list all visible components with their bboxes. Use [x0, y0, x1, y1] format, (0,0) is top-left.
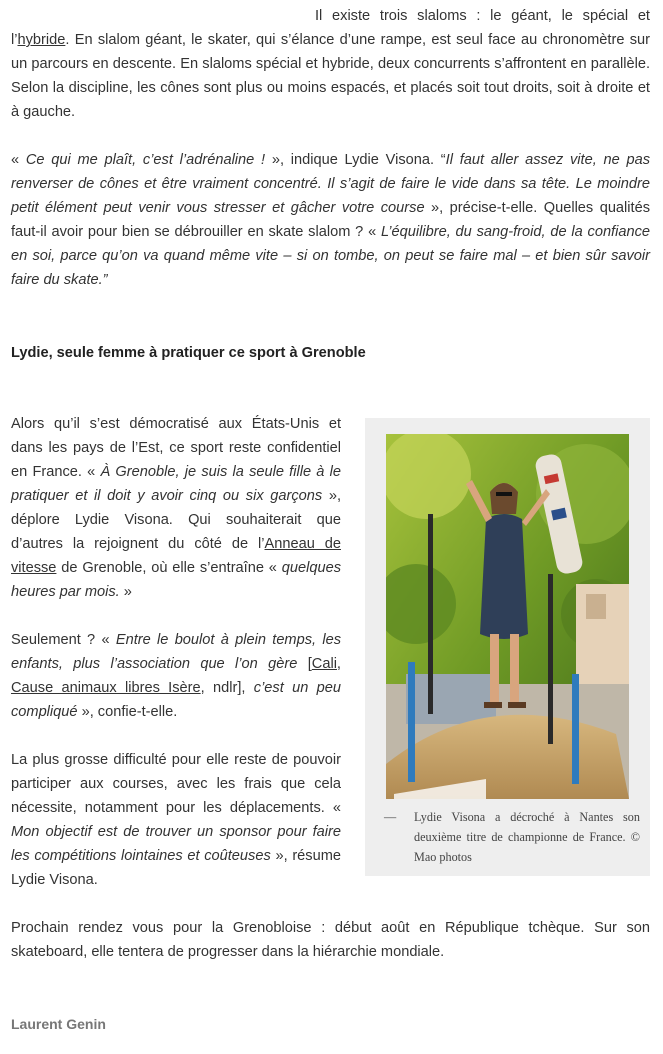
- text: Alors qu’il s’est démocratisé aux États-Unis et dans les pays de l’Est, ce sport reste confidentiel en France. «: [11, 416, 341, 480]
- text: Il existe trois slaloms : le géant, le spécial et l’: [11, 8, 650, 48]
- text: », indique Lydie Visona. “: [265, 152, 446, 168]
- paragraph-difficulty: [11, 748, 341, 892]
- paragraph-seulement: [11, 628, 341, 724]
- quote: c’est un peu compliqué: [11, 680, 341, 720]
- section-heading: Lydie, seule femme à pratiquer ce sport à Grenoble: [11, 345, 366, 361]
- text: Seulement ? «: [11, 632, 116, 648]
- text: La plus grosse difficulté pour elle reste de pouvoir participer aux courses, avec les frais que cela nécessite, notamment pour les déplacements. «: [11, 752, 341, 816]
- text: «: [11, 152, 26, 168]
- quote: Il faut aller assez vite, ne pas renverser de cônes et être vraiment concentré. Il s’agit de faire le vide dans sa tête. Le moindre petit élément peut venir vous stresser et gâcher votre course: [11, 152, 651, 216]
- caption-dash: —: [384, 810, 397, 824]
- paragraph-next-race: Prochain rendez vous pour la Grenobloise : début août en République tchèque. Sur son skateboard, elle tentera de progresser dans la hiérarchie mondiale.: [11, 920, 650, 960]
- paragraph-quote-adrenaline: [11, 148, 650, 292]
- quote: À Grenoble, je suis la seule fille à le pratiquer et il doit y avoir cinq ou six garçons: [11, 464, 341, 504]
- quote: L’équilibre, du sang-froid, de la confiance en soi, parce qu’on va quand même vite – si on tombe, on peut se faire mal – et bien sûr savoir faire du skate.”: [11, 224, 651, 288]
- photo-illustration: [386, 434, 629, 799]
- link-hybride[interactable]: hybride: [17, 32, 66, 48]
- text: », confie-t-elle.: [77, 704, 178, 720]
- photo-figure: [365, 418, 650, 876]
- text: , ndlr],: [200, 680, 254, 696]
- paragraph-slalom-types: [11, 4, 650, 124]
- text: »: [119, 584, 132, 600]
- author-name: Laurent Genin: [11, 1016, 106, 1032]
- text: », déplore Lydie Visona. Qui souhaiterait que d’autres la rejoignent du côté de l’: [11, 488, 341, 552]
- text: », résume Lydie Visona.: [11, 848, 341, 888]
- text: », précise-t-elle. Quelles qualités faut-il avoir pour bien se débrouiller en skate slalom ? «: [11, 200, 650, 240]
- quote: Entre le boulot à plein temps, les enfants, plus l’association que l’on gère: [11, 632, 342, 672]
- link-cali[interactable]: Cali, Cause animaux libres Isère: [11, 656, 341, 696]
- quote: Mon objectif est de trouver un sponsor pour faire les compétitions lointaines et coûteuses: [11, 824, 341, 864]
- text: . En slalom géant, le skater, qui s’élance d’une rampe, est seul face au chronomètre sur un parcours en descente. En slaloms spécial et hybride, deux concurrents s’affrontent en parallèle. Selon la discipline, les cônes sont plus ou moins espacés, et placés soit tout droits, soit à droite et à gauche.: [11, 32, 650, 120]
- photo-caption: Lydie Visona a décroché à Nantes son deuxième titre de championne de France. © Mao photos: [414, 810, 640, 864]
- quote: quelques heures par mois.: [11, 560, 341, 600]
- quote: Ce qui me plaît, c’est l’adrénaline !: [25, 152, 266, 168]
- text: [: [297, 656, 312, 672]
- paragraph-confidential: [11, 412, 341, 604]
- text: de Grenoble, où elle s’entraîne «: [56, 560, 282, 576]
- photo-lydie-visona: [386, 434, 629, 799]
- link-anneau-de-vitesse[interactable]: Anneau de vitesse: [11, 536, 341, 576]
